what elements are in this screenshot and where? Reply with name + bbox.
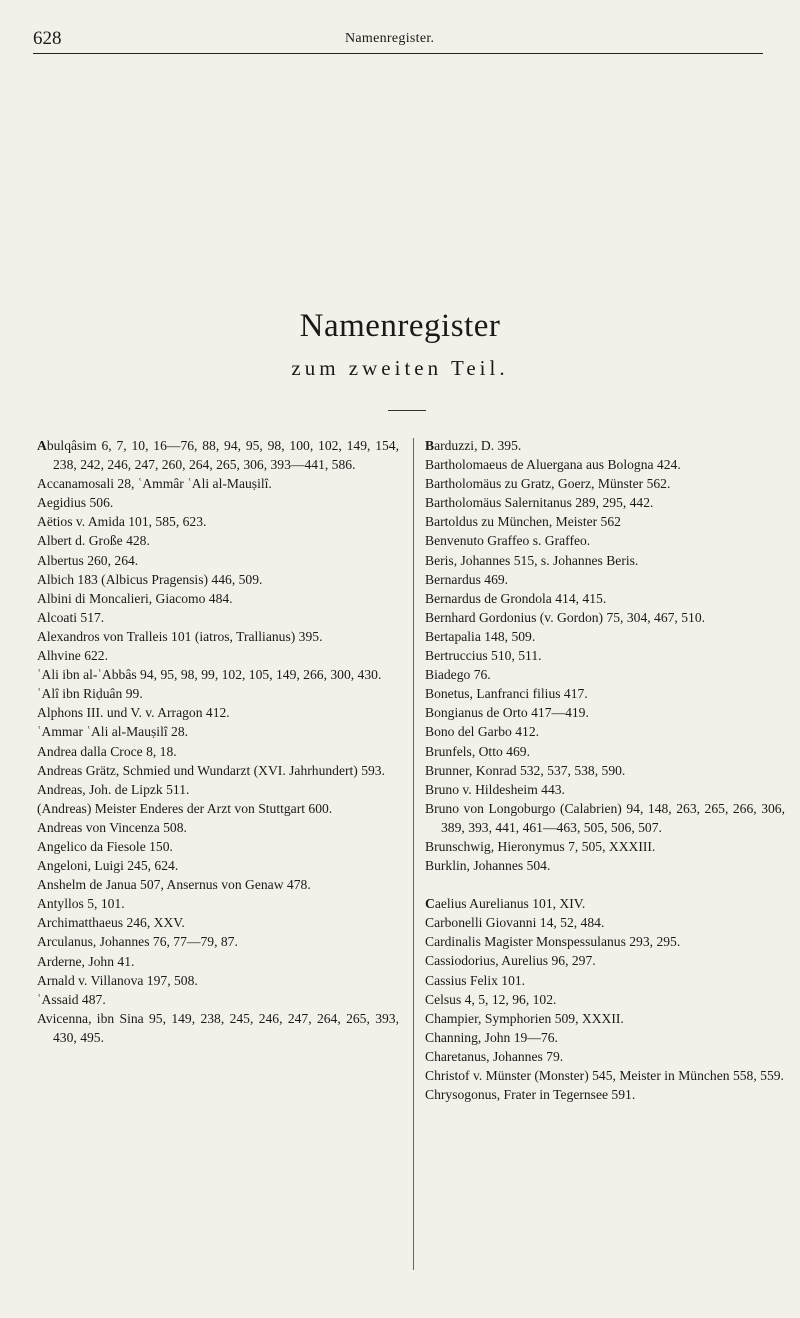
index-entry: Bernhard Gordonius (v. Gordon) 75, 304, 467, 510. (425, 609, 706, 625)
index-entry: Andrea dalla Croce 8, 18. (37, 743, 177, 759)
index-entry: Albini di Moncalieri, Giacomo 484. (37, 590, 233, 606)
index-entry: Brunschwig, Hieronymus 7, 505, XXXIII. (425, 838, 656, 854)
index-entry: Carbonelli Giovanni 14, 52, 484. (425, 915, 605, 931)
index-entry: Arderne, John 41. (37, 953, 135, 969)
index-entry: Burklin, Johannes 504. (425, 858, 551, 874)
section-initial: B (425, 438, 435, 453)
index-entry: Arculanus, Johannes 76, 77—79, 87. (37, 934, 238, 950)
index-entry: Cardinalis Magister Monspessulanus 293, 295. (425, 934, 681, 950)
index-entry: Bruno v. Hildesheim 443. (425, 781, 565, 797)
index-entry: Alhvine 622. (37, 648, 108, 664)
index-entry: Barduzzi, D. 395. (425, 438, 522, 453)
index-entry: ʿAli ibn al-ʿAbbâs 94, 95, 98, 99, 102, 105, 149, 266, 300, 430. (37, 667, 382, 683)
index-entry: Aegidius 506. (37, 495, 114, 511)
index-entry: Bernardus 469. (425, 571, 509, 587)
index-entry: Caelius Aurelianus 101, XIV. (425, 896, 586, 912)
column-divider (413, 438, 414, 1270)
index-entry: ʿAlî ibn Riḍuân 99. (37, 686, 143, 702)
index-entry: Bartholomaeus de Aluergana aus Bologna 424. (425, 457, 681, 473)
index-entry: Bono del Garbo 412. (425, 724, 540, 740)
index-entry: Benvenuto Graffeo s. Graffeo. (425, 533, 591, 549)
section-initial: C (425, 896, 435, 912)
index-entry: Brunner, Konrad 532, 537, 538, 590. (425, 762, 626, 778)
index-entry: Anshelm de Janua 507, Ansernus von Genaw 478. (37, 877, 311, 893)
index-entry: Arnald v. Villanova 197, 508. (37, 972, 198, 988)
index-entry: Cassiodorius, Aurelius 96, 297. (425, 953, 596, 969)
index-entry: Avicenna, ibn Sina 95, 149, 238, 245, 246, 247, 264, 265, 393, 430, 495. (37, 1010, 399, 1045)
index-entry: Christof v. Münster (Monster) 545, Meister in München 558, 559. (425, 1068, 784, 1083)
left-index-column (37, 436, 399, 1047)
index-entry: Brunfels, Otto 469. (425, 743, 530, 759)
right-index-column (425, 436, 785, 1104)
running-title: Namenregister. (345, 31, 435, 46)
index-entry: Bartholomäus zu Gratz, Goerz, Münster 562. (425, 476, 671, 492)
index-entry: Bartholomäus Salernitanus 289, 295, 442. (425, 495, 654, 511)
index-entry: Bertapalia 148, 509. (425, 628, 536, 644)
index-entry: Bernardus de Grondola 414, 415. (425, 590, 607, 606)
index-entry: Beris, Johannes 515, s. Johannes Beris. (425, 552, 639, 568)
header-rule (33, 53, 763, 54)
index-entry: Bonetus, Lanfranci filius 417. (425, 686, 588, 702)
index-entry: Bertruccius 510, 511. (425, 648, 542, 664)
index-entry: Andreas, Joh. de Lipzk 511. (37, 781, 190, 797)
page-subtitle: zum zweiten Teil. (291, 356, 509, 380)
index-entry: Champier, Symphorien 509, XXXII. (425, 1010, 624, 1026)
index-entry: ʿAssaid 487. (37, 991, 106, 1007)
index-entry: Channing, John 19—76. (425, 1029, 558, 1045)
index-entry: Aëtios v. Amida 101, 585, 623. (37, 514, 207, 530)
running-header (33, 28, 760, 52)
index-entry: Bruno von Longoburgo (Calabrien) 94, 148, 263, 265, 266, 306, 389, 393, 441, 461—463, 505, 506, 507. (425, 800, 785, 835)
index-entry: Alexandros von Tralleis 101 (iatros, Trallianus) 395. (37, 628, 323, 644)
index-entry: Celsus 4, 5, 12, 96, 102. (425, 991, 557, 1007)
page-title: Namenregister (299, 308, 501, 344)
index-entry: Chrysogonus, Frater in Tegernsee 591. (425, 1087, 636, 1103)
index-entry: Charetanus, Johannes 79. (425, 1048, 564, 1064)
index-entry: Antyllos 5, 101. (37, 896, 125, 912)
title-divider (388, 410, 426, 411)
index-entry: Albert d. Große 428. (37, 533, 150, 549)
index-entry: Albich 183 (Albicus Pragensis) 446, 509. (37, 571, 263, 587)
index-entry: ʿAmmar ʿAli al-Mauṣilî 28. (37, 724, 189, 740)
index-entry: (Andreas) Meister Enderes der Arzt von Stuttgart 600. (37, 800, 333, 816)
index-entry: Accanamosali 28, ʿAmmâr ʿAli al-Mauṣilî. (37, 476, 272, 492)
index-entry: Cassius Felix 101. (425, 972, 526, 988)
section-initial: A (37, 438, 47, 453)
index-entry: Albertus 260, 264. (37, 552, 139, 568)
page-number: 628 (33, 28, 62, 49)
index-entry: Archimatthaeus 246, XXV. (37, 915, 185, 931)
index-entry: Alphons III. und V. v. Arragon 412. (37, 705, 230, 721)
index-entry: Angeloni, Luigi 245, 624. (37, 858, 179, 874)
index-entry: Bartoldus zu München, Meister 562 (425, 514, 621, 530)
index-entry: Bongianus de Orto 417—419. (425, 705, 589, 721)
index-entry: Angelico da Fiesole 150. (37, 838, 173, 854)
index-entry: Andreas Grätz, Schmied und Wundarzt (XVI. Jahrhundert) 593. (37, 762, 386, 778)
index-entry: Abulqâsim 6, 7, 10, 16—76, 88, 94, 95, 98, 100, 102, 149, 154, 238, 242, 246, 247, 260, 264, 265, 306, 393—441, 586. (37, 438, 399, 473)
index-entry: Andreas von Vincenza 508. (37, 819, 187, 835)
index-entry: Alcoati 517. (37, 609, 105, 625)
index-entry: Biadego 76. (425, 667, 491, 683)
